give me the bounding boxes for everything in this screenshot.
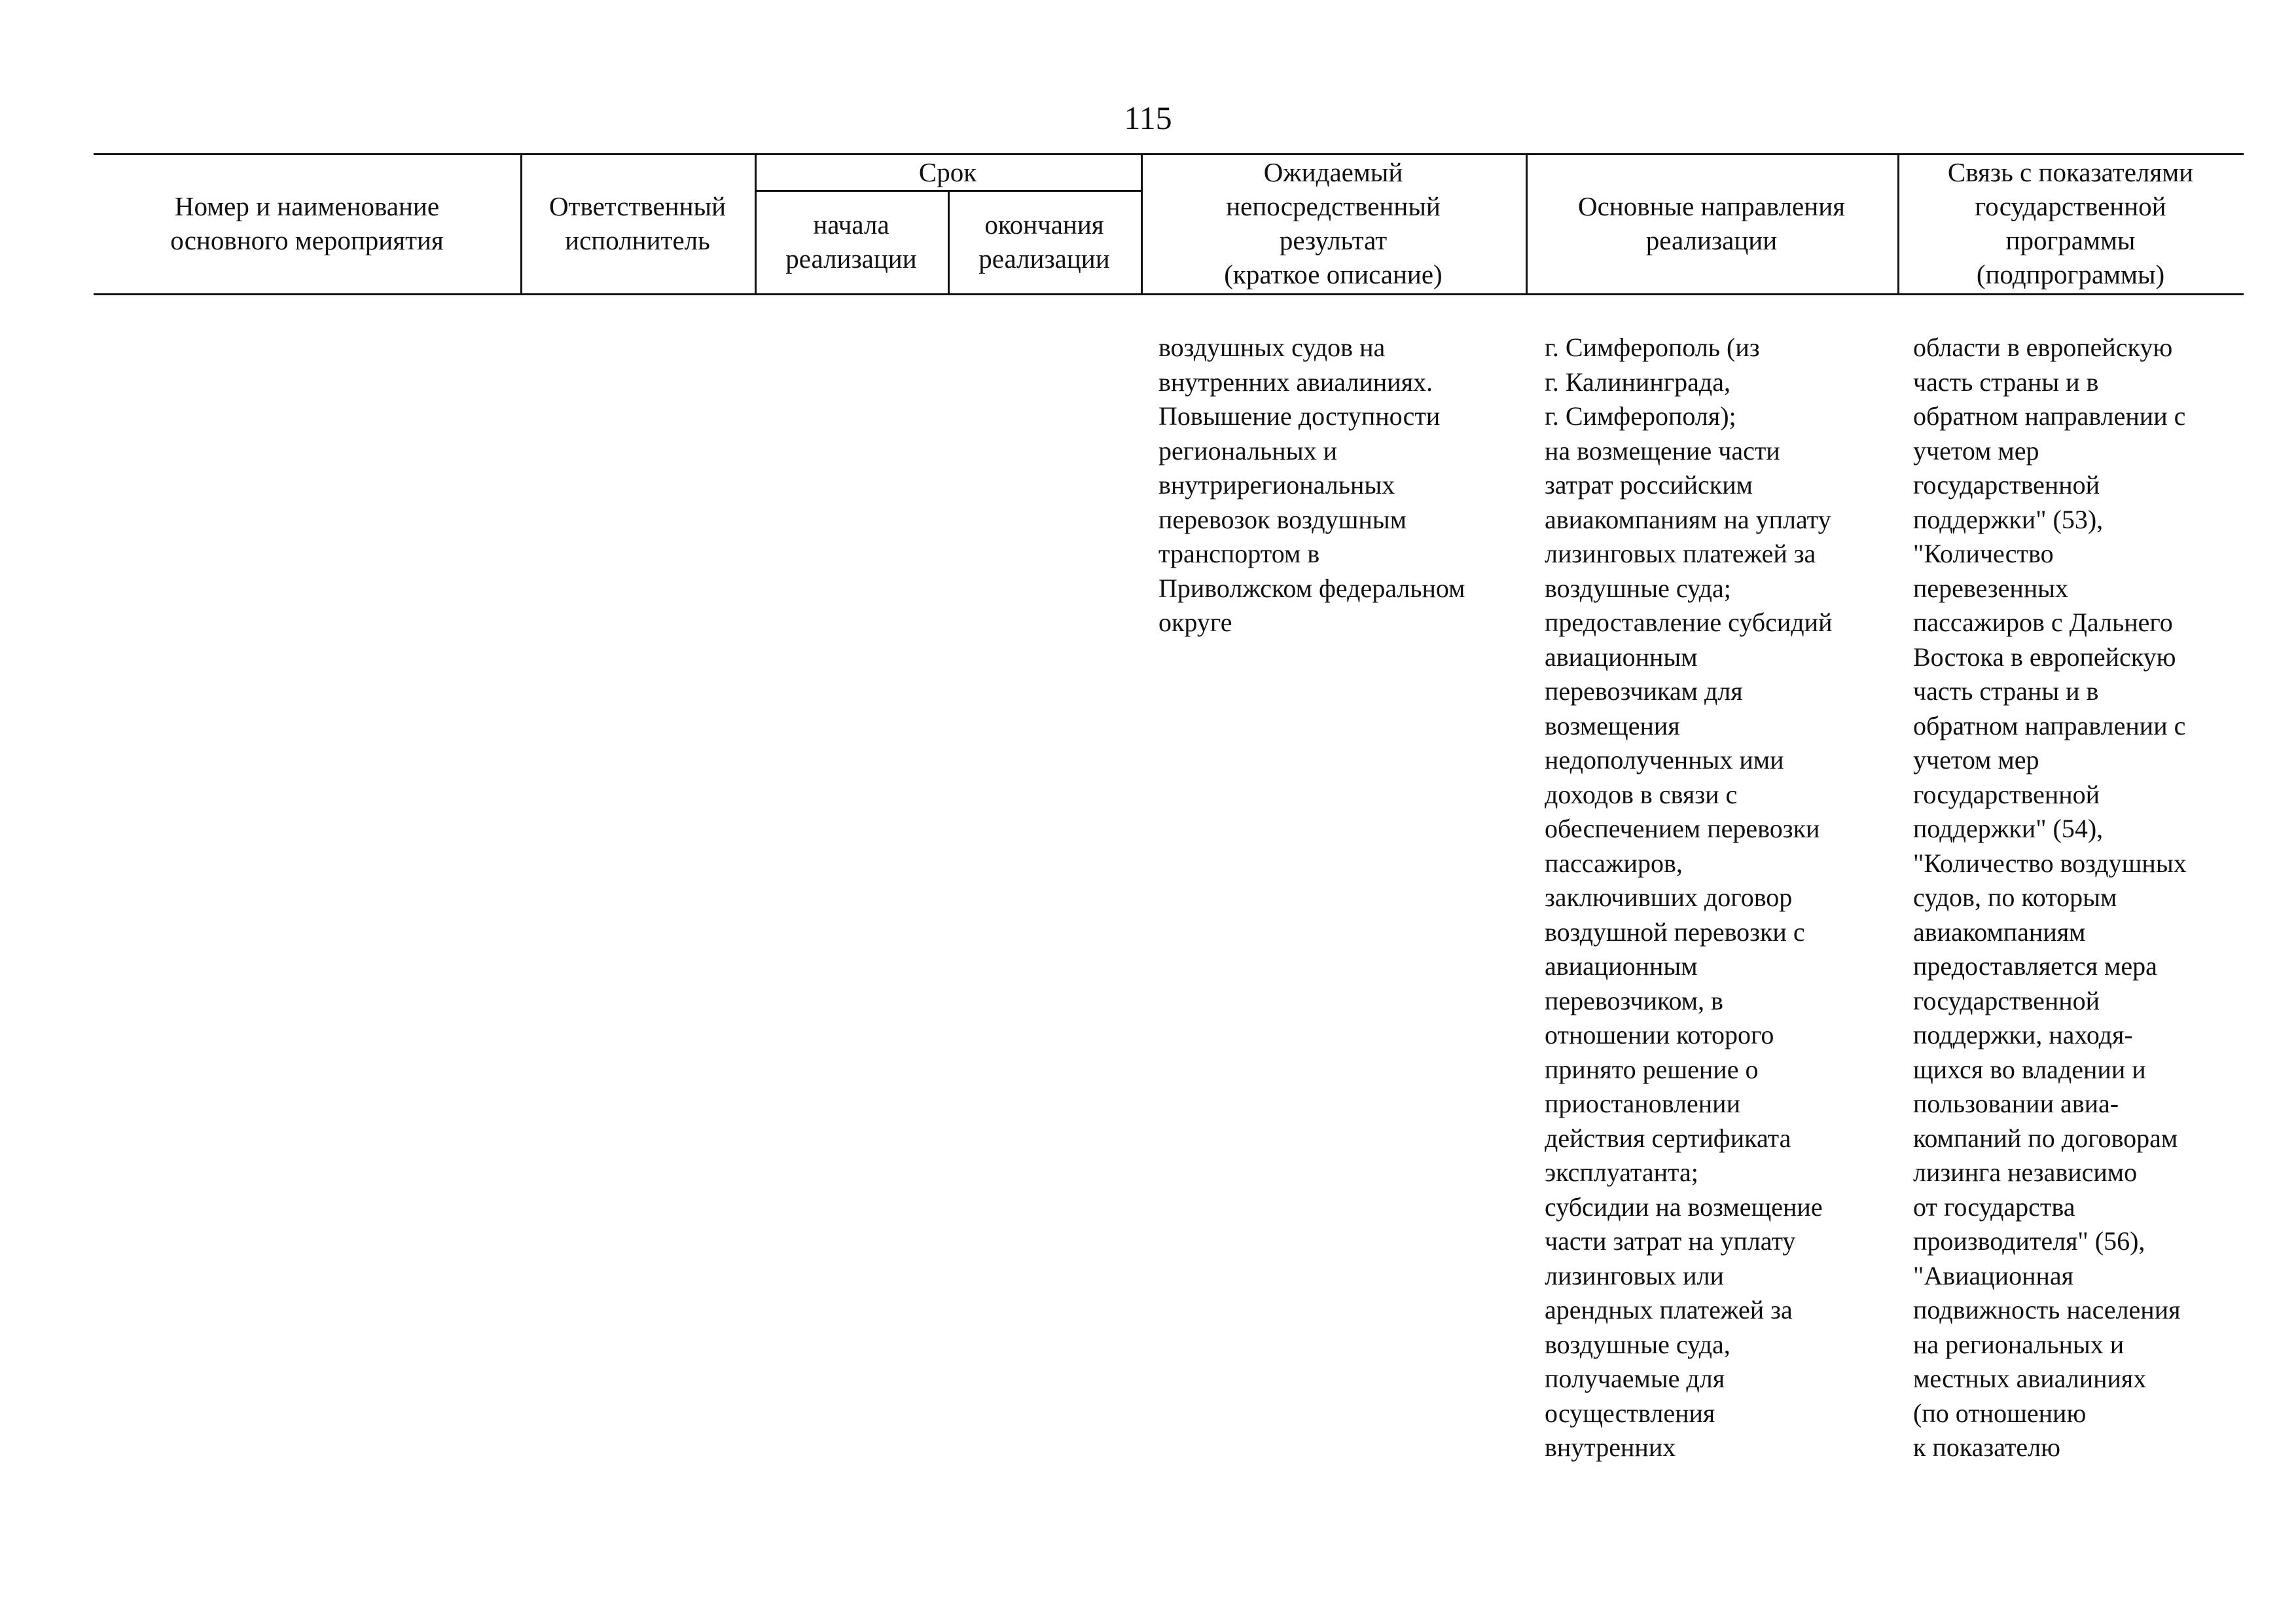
text-line: подвижность населения (1913, 1295, 2181, 1324)
text-line: лизинга независимо (1913, 1158, 2138, 1187)
text-line: доходов в связи с (1545, 779, 1738, 809)
result-cell (1158, 331, 1465, 640)
text-line: государственной (1913, 470, 2100, 500)
text-line: часть страны и в (1913, 367, 2099, 397)
text-line: "Количество (1913, 539, 2054, 568)
text-line: "Количество воздушных (1913, 848, 2187, 878)
text-line: учетом мер (1913, 745, 2039, 775)
header-directions: Основные направления реализации (1578, 191, 1845, 255)
text-line: внутрирегиональных (1158, 470, 1395, 500)
text-line: получаемые для (1545, 1364, 1725, 1393)
text-line: округе (1158, 608, 1232, 637)
text-line: воздушные суда; (1545, 573, 1731, 603)
text-line: внутренних авиалиниях. (1158, 367, 1433, 397)
text-line: действия сертификата (1545, 1123, 1791, 1153)
text-line: от государства (1913, 1192, 2075, 1222)
header-bottom-border (94, 293, 2244, 295)
text-line: Востока в европейскую (1913, 642, 2176, 672)
header-event: Номер и наименование основного мероприятия (170, 191, 444, 255)
text-line: пассажиров с Дальнего (1913, 608, 2173, 637)
text-line: компаний по договорам (1913, 1123, 2178, 1153)
text-line: региональных и (1158, 435, 1337, 465)
text-line: "Авиационная (1913, 1260, 2074, 1290)
text-line: принято решение о (1545, 1054, 1759, 1084)
text-line: перевозок воздушным (1158, 504, 1407, 534)
text-line: субсидии на возмещение (1545, 1192, 1823, 1222)
text-line: государственной (1913, 779, 2100, 809)
text-line: обеспечением перевозки (1545, 814, 1820, 843)
text-line: воздушные суда, (1545, 1329, 1731, 1359)
text-line: местных авиалиниях (1913, 1364, 2147, 1393)
text-line: на возмещение части (1545, 435, 1780, 465)
text-line: приостановлении (1545, 1089, 1740, 1118)
text-line: судов, по которым (1913, 883, 2117, 912)
text-line: предоставление субсидий (1545, 608, 1833, 637)
text-line: Приволжском федеральном (1158, 573, 1465, 603)
text-line: воздушной перевозки с (1545, 917, 1805, 947)
text-line: предоставляется мера (1913, 951, 2157, 981)
page-number: 115 (1124, 100, 1172, 136)
text-line: пользовании авиа- (1913, 1089, 2119, 1118)
text-line: г. Симферополя); (1545, 401, 1736, 431)
text-line: перевозчиком, в (1545, 985, 1723, 1015)
text-line: арендных платежей за (1545, 1295, 1793, 1324)
text-line: возмещения (1545, 710, 1680, 740)
text-line: авиакомпаниям на уплату (1545, 504, 1831, 534)
header-result: Ожидаемый непосредственный результат (краткое описание) (1224, 157, 1443, 289)
text-line: авиационным (1545, 642, 1698, 672)
text-line: поддержки" (54), (1913, 814, 2104, 843)
text-line: государственной (1913, 985, 2100, 1015)
text-line: эксплуатанта; (1545, 1158, 1698, 1187)
text-line: внутренних (1545, 1432, 1676, 1462)
text-line: г. Симферополь (из (1545, 333, 1760, 362)
header-link: Связь с показателями государственной программы (подпрограммы) (1947, 157, 2194, 289)
text-line: заключивших договор (1545, 883, 1793, 912)
text-line: перевезенных (1913, 573, 2069, 603)
header-executor: Ответственный исполнитель (548, 191, 726, 255)
text-line: поддержки, находя- (1913, 1020, 2133, 1049)
text-line: учетом мер (1913, 435, 2039, 465)
text-line: обратном направлении с (1913, 401, 2186, 431)
text-line: производителя" (56), (1913, 1226, 2145, 1256)
text-line: перевозчикам для (1545, 676, 1743, 706)
text-line: области в европейскую (1913, 333, 2173, 362)
text-line: обратном направлении с (1913, 710, 2186, 740)
text-line: часть страны и в (1913, 676, 2099, 706)
text-line: авиационным (1545, 951, 1698, 981)
text-line: воздушных судов на (1158, 333, 1386, 362)
text-line: части затрат на уплату (1545, 1226, 1796, 1256)
header-start: начала реализации (785, 210, 917, 274)
directions-cell (1545, 331, 1832, 1465)
text-line: Повышение доступности (1158, 401, 1441, 431)
text-line: (по отношению (1913, 1398, 2087, 1428)
text-line: транспортом в (1158, 539, 1320, 568)
text-line: г. Калининграда, (1545, 367, 1731, 397)
text-line: поддержки" (53), (1913, 504, 2104, 534)
text-line: пассажиров, (1545, 848, 1683, 878)
text-line: лизинговых платежей за (1545, 539, 1816, 568)
text-line: осуществления (1545, 1398, 1715, 1428)
header-end: окончания реализации (978, 210, 1110, 274)
text-line: щихся во владении и (1913, 1054, 2146, 1084)
text-line: к показателю (1913, 1432, 2061, 1462)
link-cell (1913, 331, 2187, 1465)
header-term: Срок (918, 157, 977, 187)
text-line: лизинговых или (1545, 1260, 1724, 1290)
text-line: на региональных и (1913, 1329, 2125, 1359)
text-line: затрат российским (1545, 470, 1753, 500)
text-line: отношении которого (1545, 1020, 1774, 1049)
text-line: авиакомпаниям (1913, 917, 2086, 947)
text-line: недополученных ими (1545, 745, 1784, 775)
